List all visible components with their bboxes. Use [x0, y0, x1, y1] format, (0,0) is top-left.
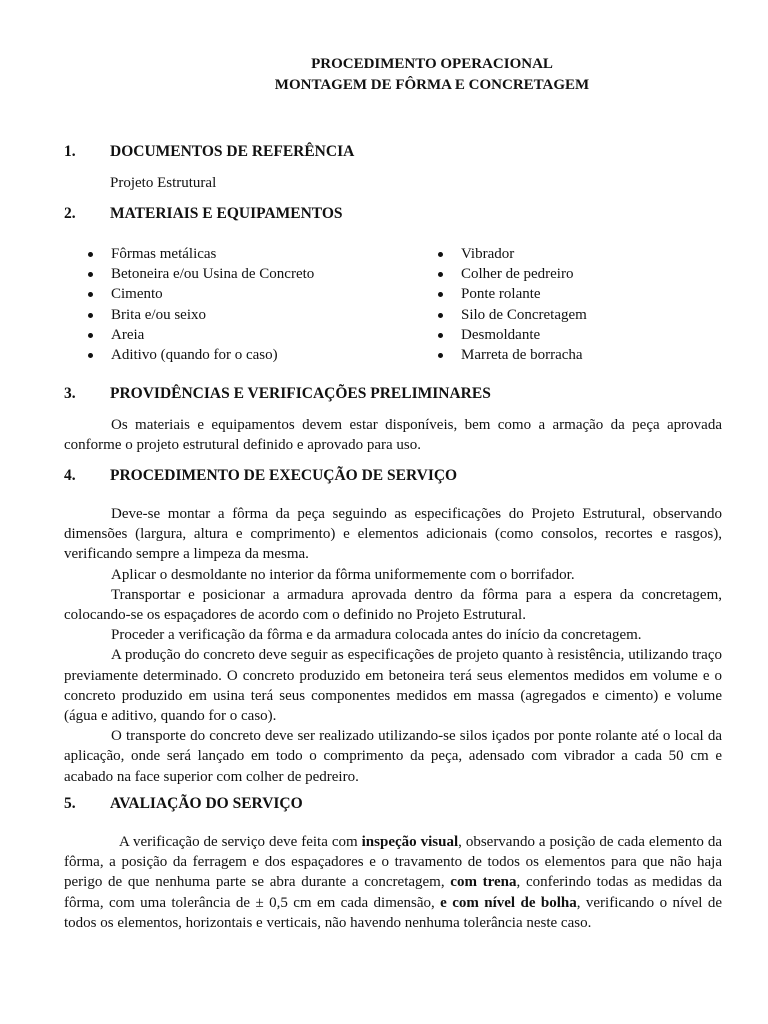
- section-3-body: [64, 415, 722, 455]
- bold-segment: com trena: [450, 874, 517, 891]
- list-item: Vibrador: [435, 244, 587, 264]
- text-segment: , conferindo todas as medidas da fôrma, com uma tolerância de ± 0,5 cm em cada dimensão,: [64, 874, 722, 911]
- reference-document: Projeto Estrutural: [110, 175, 217, 191]
- text-segment: , observando a posição de cada elemento da fôrma, a posição da ferragem e dos espaçadores e o travamento de todos os elementos para que não haja perigo de que nenhuma parte se abra durante a concretagem,: [64, 834, 722, 891]
- list-item: Desmoldante: [435, 325, 587, 345]
- materials-list-left: [85, 244, 314, 365]
- section-2-heading: [64, 204, 343, 224]
- paragraph: Os materiais e equipamentos devem estar disponíveis, bem como a armação da peça aprovada conforme o projeto estrutural definido e aprovado para uso.: [64, 417, 722, 454]
- document-title: [0, 54, 768, 96]
- paragraph: [64, 832, 722, 933]
- section-3-heading: [64, 384, 491, 404]
- section-title: AVALIAÇÃO DO SERVIÇO: [110, 795, 303, 812]
- section-number: 3.: [64, 385, 76, 402]
- paragraph: Aplicar o desmoldante no interior da fôrma uniformemente com o borrifador.: [111, 566, 575, 583]
- materials-list-right: [435, 244, 587, 365]
- section-number: 1.: [64, 143, 76, 160]
- section-5-heading: [64, 794, 303, 814]
- bold-segment: e com nível de bolha: [440, 894, 577, 911]
- paragraph: A produção do concreto deve seguir as especificações de projeto quanto à resistência, utilizando traço previamente determinado. O concreto produzido em betoneira terá seus elementos medidos em volume e o concreto produzido em usina terá seus componentes medidos em massa (agregados e cimento) e volume (água e aditivo, quando for o caso).: [64, 647, 722, 725]
- paragraph: Deve-se montar a fôrma da peça seguindo as especificações do Projeto Estrutural, observando dimensões (largura, altura e comprimento) e elementos adicionais (como consolos, recortes e rasgos), verificando sempre a limpeza da mesma.: [64, 506, 722, 563]
- section-title: PROVIDÊNCIAS E VERIFICAÇÕES PRELIMINARES: [110, 385, 491, 402]
- text-segment: A verificação de serviço deve feita com: [119, 834, 362, 850]
- list-item: Aditivo (quando for o caso): [85, 345, 314, 365]
- list-item: Silo de Concretagem: [435, 305, 587, 325]
- section-5-body: [64, 832, 722, 933]
- text-segment: , verificando o nível de todos os elementos, horizontais e verticais, não havendo nenhuma tolerância neste caso.: [64, 894, 722, 931]
- section-number: 5.: [64, 795, 76, 812]
- title-line-1: PROCEDIMENTO OPERACIONAL: [311, 56, 553, 72]
- paragraph: Proceder a verificação da fôrma e da armadura colocada antes do início da concretagem.: [111, 627, 642, 644]
- list-item: Brita e/ou seixo: [85, 305, 314, 325]
- paragraph: O transporte do concreto deve ser realizado utilizando-se silos içados por ponte rolante até o local da aplicação, onde será lançado em todo o comprimento da peça, adensado com vibrador a cada 50 cm e acabado na face superior com colher de pedreiro.: [64, 728, 722, 785]
- list-item: Betoneira e/ou Usina de Concreto: [85, 264, 314, 284]
- list-item: Areia: [85, 325, 314, 345]
- list-item: Cimento: [85, 284, 314, 304]
- section-4-heading: [64, 466, 457, 486]
- section-title: DOCUMENTOS DE REFERÊNCIA: [110, 143, 355, 160]
- section-1-heading: [64, 142, 354, 162]
- section-title: MATERIAIS E EQUIPAMENTOS: [110, 205, 343, 222]
- title-line-2: MONTAGEM DE FÔRMA E CONCRETAGEM: [274, 77, 590, 93]
- section-number: 4.: [64, 467, 76, 484]
- section-title: PROCEDIMENTO DE EXECUÇÃO DE SERVIÇO: [110, 467, 458, 484]
- paragraph: Transportar e posicionar a armadura aprovada dentro da fôrma para a espera da concretagem, colocando-se os espaçadores de acordo com o definido no Projeto Estrutural.: [64, 586, 722, 624]
- bold-segment: inspeção visual: [361, 834, 459, 850]
- list-item: Colher de pedreiro: [435, 264, 587, 284]
- section-number: 2.: [64, 205, 76, 222]
- list-item: Fôrmas metálicas: [85, 244, 314, 264]
- list-item: Ponte rolante: [435, 284, 587, 304]
- list-item: Marreta de borracha: [435, 345, 587, 365]
- section-4-body: [64, 504, 722, 787]
